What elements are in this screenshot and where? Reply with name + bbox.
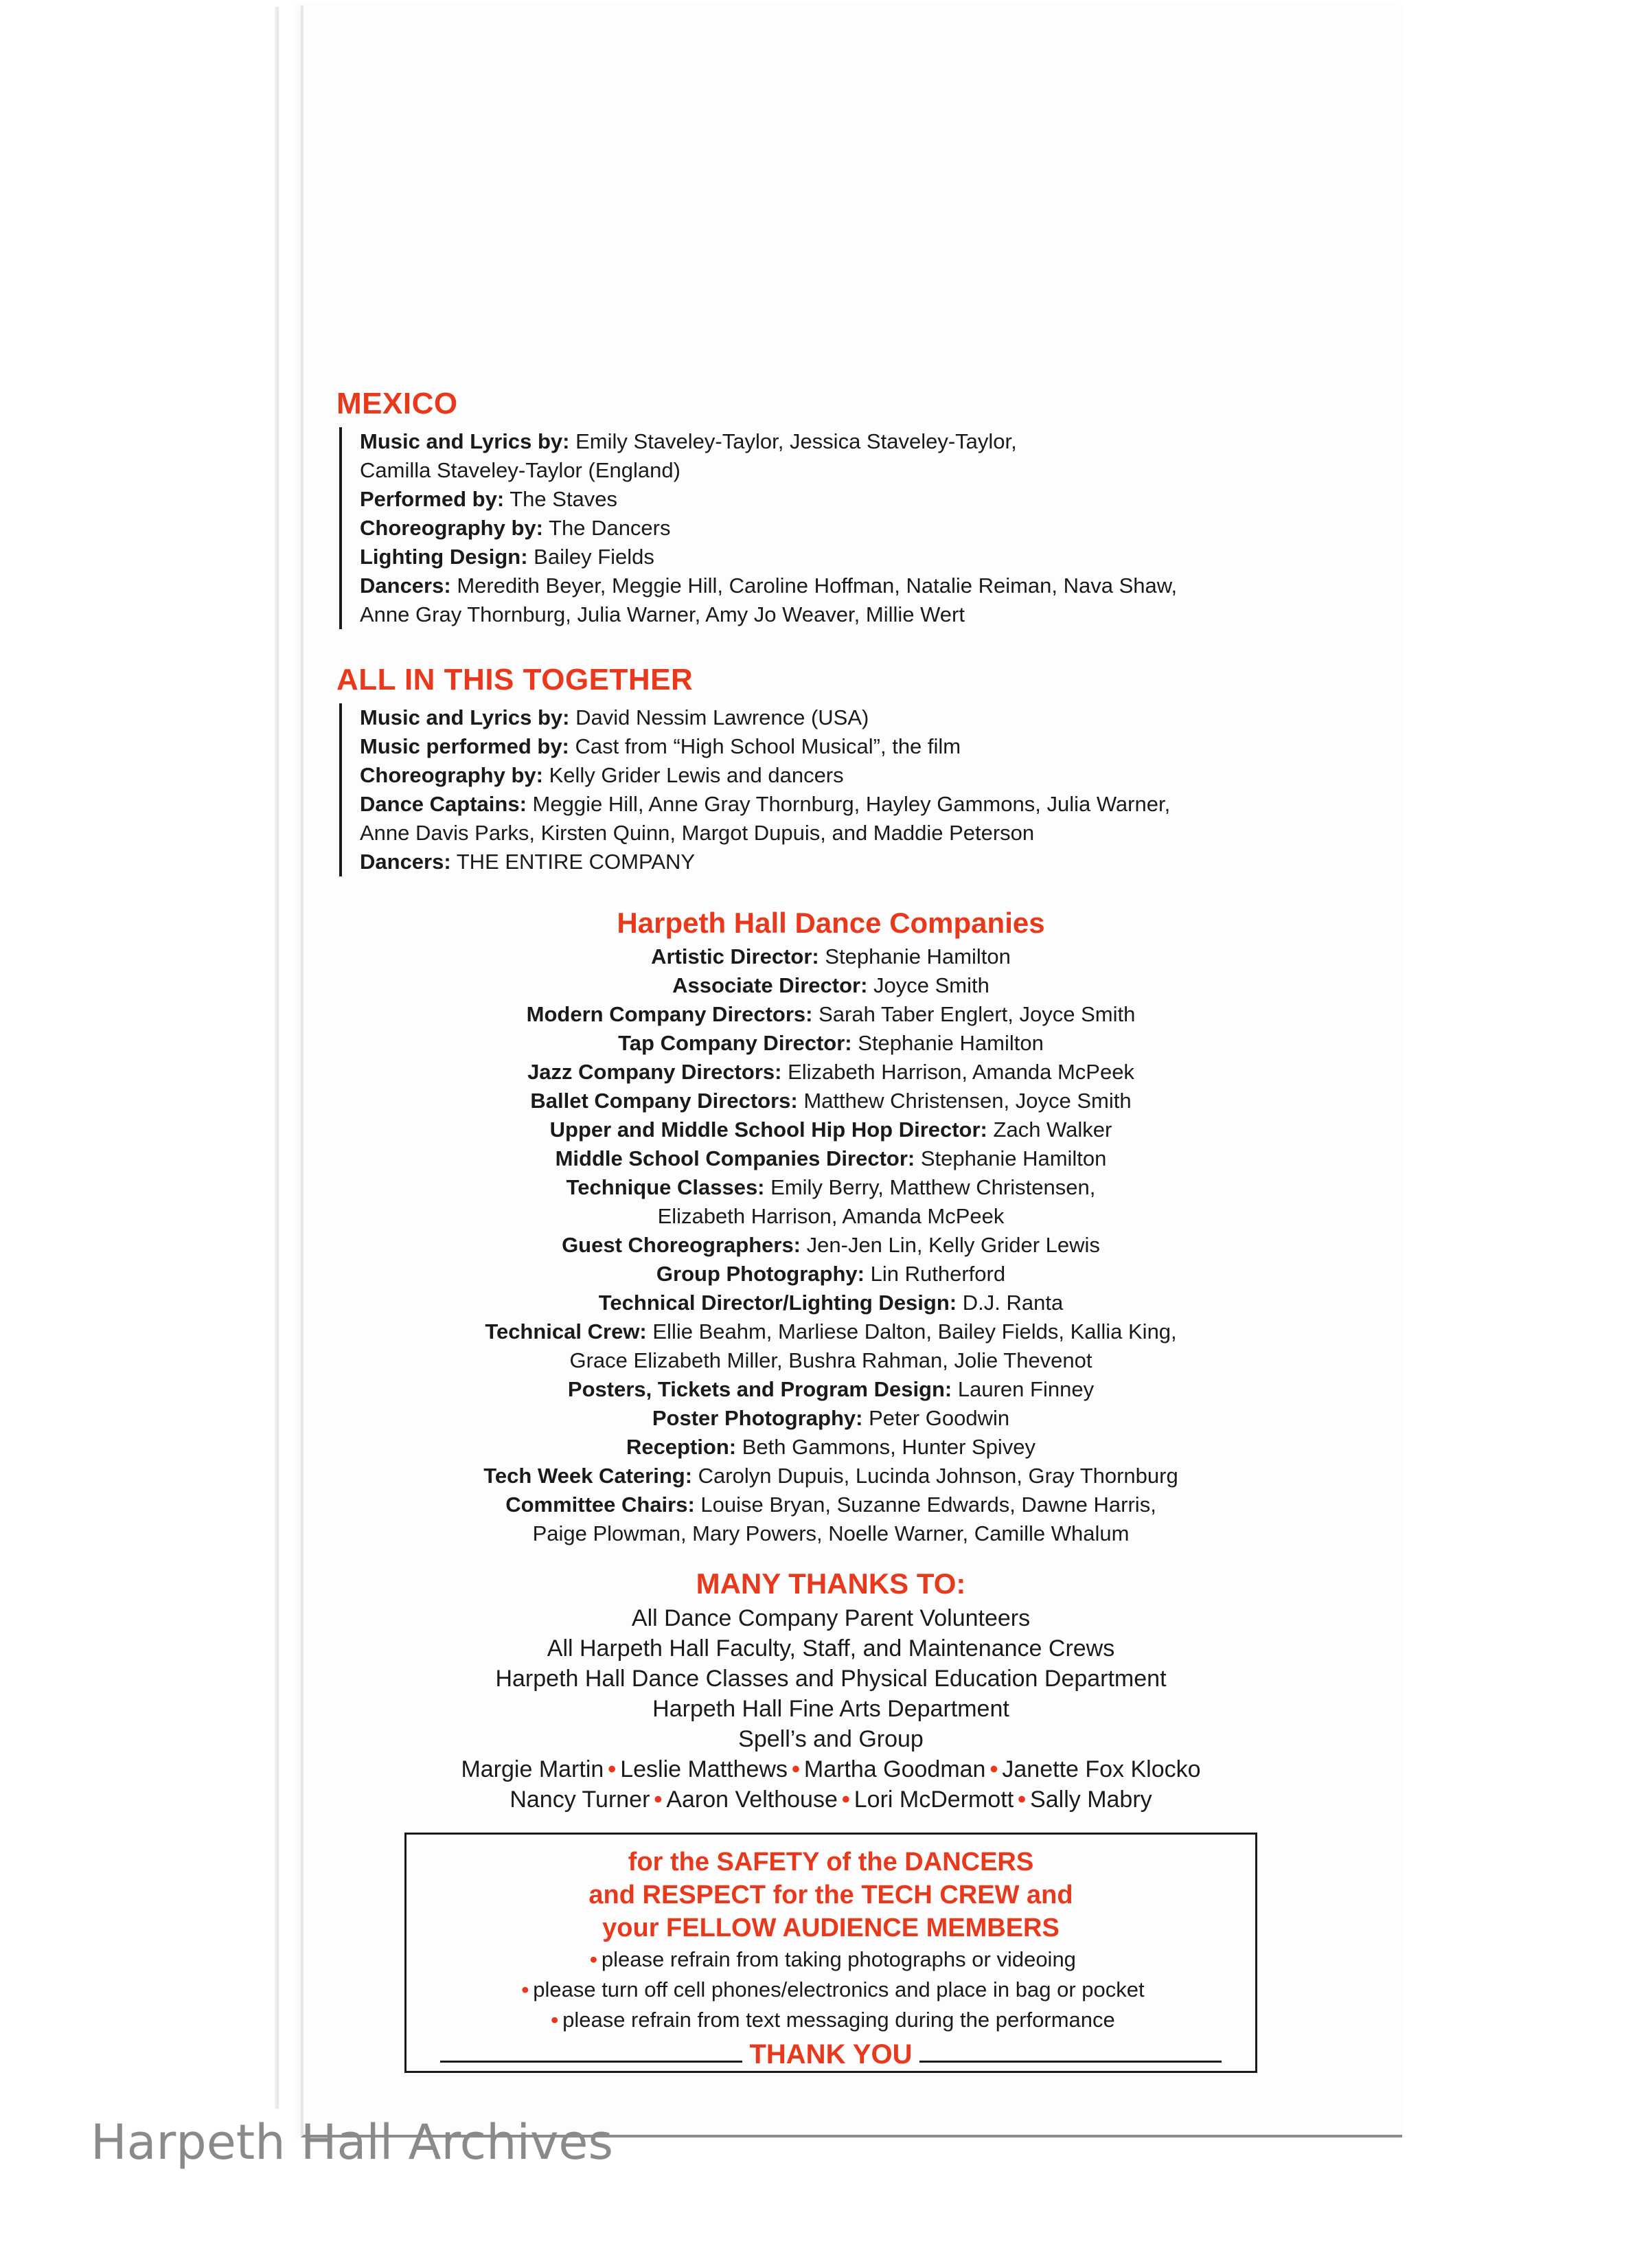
thanks-name: Janette Fox Klocko [1002,1756,1201,1782]
bullet-icon: • [551,2008,559,2032]
credit-label: Dance Captains: [360,792,527,816]
credit-value: The Staves [510,487,618,511]
notice-item-text: please refrain from taking photographs or videoing [601,1947,1076,1971]
notice-item [407,1944,1255,1975]
staff-label: Group Photography: [656,1262,865,1286]
thanks-list [336,1603,1325,1815]
credit-line [360,571,1325,600]
notice-item [407,1975,1255,2005]
staff-line [336,942,1325,971]
staff-line [336,1173,1325,1202]
credit-value: Meggie Hill, Anne Gray Thornburg, Hayley Gammons, Julia Warner, [532,792,1171,816]
credit-value: Camilla Staveley-Taylor (England) [360,458,680,482]
staff-label: Posters, Tickets and Program Design: [567,1377,952,1401]
notice-item [407,2005,1255,2035]
staff-line [336,1519,1325,1548]
staff-label: Guest Choreographers: [562,1233,801,1257]
staff-value: Grace Elizabeth Miller, Bushra Rahman, Jolie Thevenot [569,1348,1092,1372]
credit-value: The Dancers [549,516,671,540]
thanks-name: Martha Goodman [803,1756,986,1782]
staff-line [336,971,1325,1000]
credit-label: Dancers: [360,574,451,598]
thanks-name: Leslie Matthews [620,1756,788,1782]
staff-value: Jen-Jen Lin, Kelly Grider Lewis [806,1233,1100,1257]
staff-label: Tap Company Director: [618,1031,852,1055]
staff-value: D.J. Ranta [962,1291,1064,1315]
staff-line [336,1144,1325,1173]
credit-line [360,543,1325,571]
staff-value: Ellie Beahm, Marliese Dalton, Bailey Fields, Kallia King, [652,1319,1177,1343]
staff-line [336,1317,1325,1346]
notice-thank-you: THANK YOU [749,2039,913,2069]
credit-value: Cast from “High School Musical”, the film [575,734,961,758]
staff-value: Lauren Finney [957,1377,1095,1401]
program-spine [275,7,279,2109]
thanks-line: All Harpeth Hall Faculty, Staff, and Maintenance Crews [547,1635,1115,1662]
bullet-icon: • [521,1977,529,2001]
companies-staff-list [336,942,1325,1548]
credit-value: Emily Staveley-Taylor, Jessica Staveley-Taylor, [575,429,1017,453]
staff-line [336,1029,1325,1058]
staff-value: Peter Goodwin [869,1406,1010,1430]
staff-label: Modern Company Directors: [526,1002,813,1026]
credit-label: Music and Lyrics by: [360,429,570,453]
section-title-all-in-this-together: ALL IN THIS TOGETHER [336,663,694,696]
staff-value: Elizabeth Harrison, Amanda McPeek [657,1204,1005,1228]
thanks-name-row [336,1754,1325,1784]
staff-line [336,1404,1325,1433]
credit-label: Choreography by: [360,763,543,787]
notice-heading-line: and RESPECT for the TECH CREW and [588,1881,1073,1909]
credit-line [360,761,1325,790]
staff-value: Stephanie Hamilton [920,1146,1107,1170]
footer-rule-left [440,2061,742,2063]
notice-item-text: please refrain from text messaging during the performance [562,2008,1115,2032]
staff-value: Zach Walker [993,1118,1112,1142]
staff-value: Sarah Taber Englert, Joyce Smith [819,1002,1136,1026]
credit-value: David Nessim Lawrence (USA) [575,705,869,729]
staff-value: Emily Berry, Matthew Christensen, [770,1175,1096,1199]
staff-label: Tech Week Catering: [483,1464,693,1488]
section-credits-all-in-this-together [339,703,1325,876]
staff-label: Upper and Middle School Hip Hop Director: [549,1118,987,1142]
credit-value: THE ENTIRE COMPANY [456,850,696,874]
thanks-name: Aaron Velthouse [666,1787,838,1813]
staff-line [336,1433,1325,1462]
staff-value: Stephanie Hamilton [825,944,1011,968]
credit-line [360,732,1325,761]
credit-label: Performed by: [360,487,505,511]
credit-line [360,514,1325,543]
staff-value: Beth Gammons, Hunter Spivey [742,1435,1036,1459]
staff-line [336,1346,1325,1375]
thanks-title: MANY THANKS TO: [696,1567,966,1600]
staff-line [336,1000,1325,1029]
staff-line [336,1087,1325,1115]
bullet-separator: • [841,1787,850,1813]
credit-label: Music and Lyrics by: [360,705,570,729]
notice-heading-line: for the SAFETY of the DANCERS [628,1848,1034,1876]
credit-line [360,456,1325,485]
staff-label: Associate Director: [672,973,868,997]
staff-line [336,1202,1325,1231]
thanks-name: Sally Mabry [1030,1787,1152,1813]
credit-label: Dancers: [360,850,451,874]
staff-value: Stephanie Hamilton [858,1031,1044,1055]
staff-label: Jazz Company Directors: [527,1060,782,1084]
bullet-separator: • [654,1787,663,1813]
staff-value: Joyce Smith [873,973,989,997]
credit-value: Anne Gray Thornburg, Julia Warner, Amy Jo Weaver, Millie Wert [360,602,965,626]
section-title-mexico: MEXICO [336,387,458,420]
staff-label: Artistic Director: [651,944,819,968]
credit-line [360,427,1325,456]
footer-rule-right [919,2061,1222,2063]
staff-label: Poster Photography: [652,1406,863,1430]
staff-line [336,1260,1325,1289]
thanks-name: Margie Martin [461,1756,604,1782]
staff-label: Committee Chairs: [505,1493,695,1517]
credit-value: Kelly Grider Lewis and dancers [549,763,844,787]
program-content [336,385,1325,2073]
staff-label: Technical Director/Lighting Design: [598,1291,957,1315]
staff-label: Ballet Company Directors: [530,1089,798,1113]
staff-line [336,1375,1325,1404]
staff-line [336,1058,1325,1087]
section-credits-mexico [339,427,1325,629]
staff-value: Matthew Christensen, Joyce Smith [803,1089,1132,1113]
credit-value: Bailey Fields [534,545,654,569]
staff-line [336,1490,1325,1519]
thanks-name: Lori McDermott [854,1787,1014,1813]
staff-label: Middle School Companies Director: [555,1146,915,1170]
audience-notice-box [404,1833,1257,2073]
bullet-separator: • [608,1756,617,1782]
credit-label: Music performed by: [360,734,569,758]
staff-value: Lin Rutherford [870,1262,1006,1286]
staff-value: Louise Bryan, Suzanne Edwards, Dawne Harris, [700,1493,1156,1517]
companies-title: Harpeth Hall Dance Companies [617,907,1045,939]
staff-line [336,1231,1325,1260]
credit-line [360,703,1325,732]
staff-value: Paige Plowman, Mary Powers, Noelle Warner, Camille Whalum [532,1521,1130,1545]
notice-item-text: please turn off cell phones/electronics and place in bag or pocket [533,1977,1145,2001]
staff-value: Elizabeth Harrison, Amanda McPeek [788,1060,1134,1084]
thanks-line: Harpeth Hall Dance Classes and Physical Education Department [495,1666,1167,1692]
staff-line [336,1289,1325,1317]
archive-watermark: Harpeth Hall Archives [91,2114,613,2170]
staff-line [336,1462,1325,1490]
staff-value: Carolyn Dupuis, Lucinda Johnson, Gray Thornburg [698,1464,1178,1488]
thanks-line: Harpeth Hall Fine Arts Department [652,1696,1009,1722]
thanks-line: All Dance Company Parent Volunteers [631,1605,1031,1631]
bullet-separator: • [791,1756,800,1782]
credit-line [360,600,1325,629]
credit-line [360,790,1325,819]
thanks-name-row [336,1784,1325,1815]
credit-label: Choreography by: [360,516,543,540]
credit-value: Meredith Beyer, Meggie Hill, Caroline Hoffman, Natalie Reiman, Nava Shaw, [457,574,1178,598]
credit-line [360,485,1325,514]
staff-label: Technical Crew: [485,1319,647,1343]
bullet-separator: • [1018,1787,1027,1813]
staff-line [336,1115,1325,1144]
credit-line [360,819,1325,848]
notice-heading-line: your FELLOW AUDIENCE MEMBERS [602,1914,1060,1942]
credit-value: Anne Davis Parks, Kirsten Quinn, Margot Dupuis, and Maddie Peterson [360,821,1035,845]
staff-label: Reception: [626,1435,737,1459]
bullet-separator: • [989,1756,998,1782]
notice-footer [407,2038,1255,2071]
bullet-icon: • [590,1947,597,1971]
thanks-name: Nancy Turner [510,1787,650,1813]
credit-label: Lighting Design: [360,545,528,569]
credit-line [360,848,1325,876]
staff-label: Technique Classes: [566,1175,765,1199]
thanks-line: Spell’s and Group [738,1726,924,1752]
